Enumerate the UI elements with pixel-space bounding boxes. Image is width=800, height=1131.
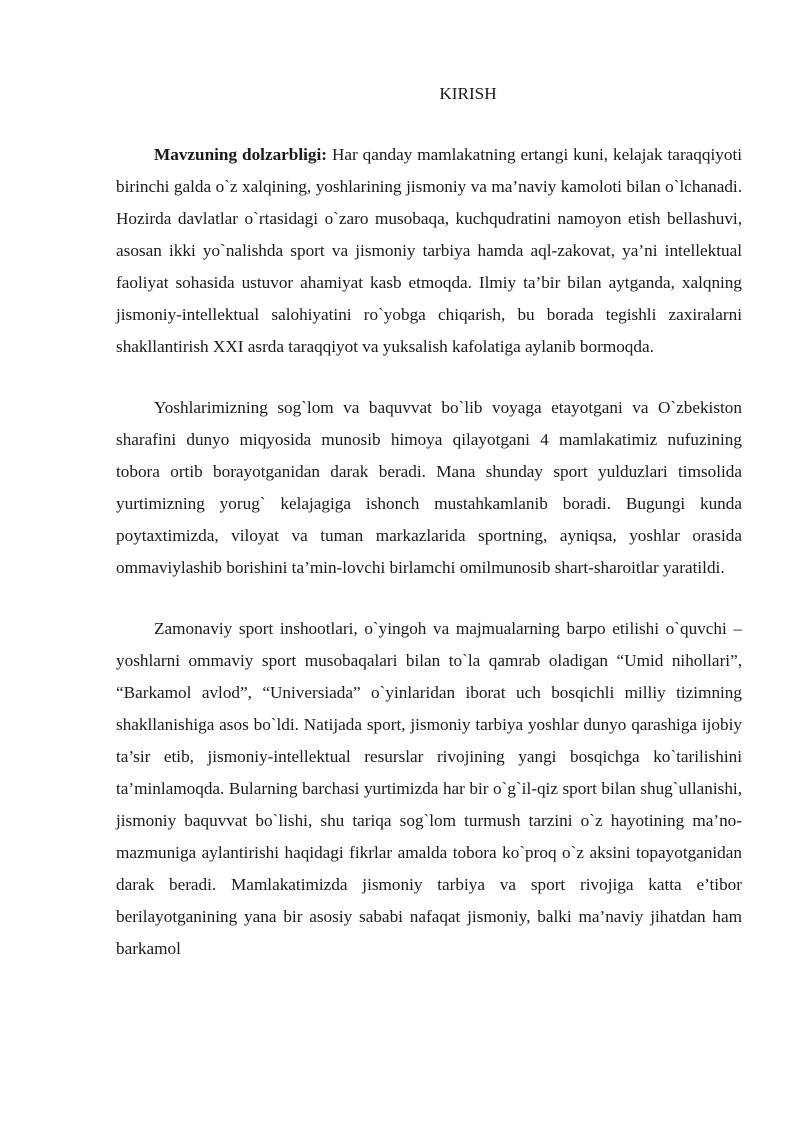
paragraph-sport-facilities	[116, 613, 742, 965]
page-title: KIRISH	[439, 84, 497, 103]
paragraph-lead: Mavzuning dolzarbligi:	[154, 145, 328, 164]
paragraph-text: Zamonaviy sport inshootlari, o`yingoh va majmualarning barpo etilishi o`quvchi – yoshlarni ommaviy sport musobaqalari bilan to`la qamrab oladigan “Umid nihollari”, “Barkamol avlod”, “Universiada” o`yinlaridan iborat uch bosqichli milliy tizimning shakllanishiga asos bo`ldi. Natijada sport, jismoniy tarbiya yoshlar dunyo qarashiga ijobiy ta’sir etib, jismoniy-intellektual resurslar rivojining yangi bosqichga ko`tarilishini ta’minlamoqda. Bularning barchasi yurtimizda har bir o`g`il-qiz sport bilan shug`ullanishi, jismoniy baquvvat bo`lishi, shu tariqa sog`lom turmush tarzini o`z hayotining ma’no-mazmuniga aylantirishi haqidagi fikrlar amalda tobora ko`proq o`z aksini topayotganidan darak beradi. Mamlakatimizda jismoniy tarbiya va sport rivojiga katta e’tibor berilayotganining yana bir asosiy sababi nafaqat jismoniy, balki ma’naviy jihatdan ham barkamol	[116, 619, 742, 958]
document-page	[116, 0, 742, 965]
paragraph-relevance	[116, 139, 742, 363]
paragraph-text: Yoshlarimizning sog`lom va baquvvat bo`lib voyaga etayotgani va O`zbekiston sharafini dunyo miqyosida munosib himoya qilayotgani 4 mamlakatimiz nufuzining tobora ortib borayotganidan darak beradi. Mana shunday sport yulduzlari timsolida yurtimizning yorug` kelajagiga ishonch mustahkamlanib boradi. Bugungi kunda poytaxtimizda, viloyat va tuman markazlarida sportning, ayniqsa, yoshlar orasida ommaviylashib borishini ta’min-lovchi birlamchi omilmunosib shart-sharoitlar yaratildi.	[116, 398, 742, 577]
paragraph-text: Har qanday mamlakatning ertangi kuni, kelajak taraqqiyoti birinchi galda o`z xalqining, yoshlarining jismoniy va ma’naviy kamoloti bilan o`lchanadi. Hozirda davlatlar o`rtasidagi o`zaro musobaqa, kuchqudratini namoyon etish bellashuvi, asosan ikki yo`nalishda sport va jismoniy tarbiya hamda aql-zakovat, ya’ni intellektual faoliyat sohasida ustuvor ahamiyat kasb etmoqda. Ilmiy ta’bir bilan aytganda, xalqning jismoniy-intellektual salohiyatini ro`yobga chiqarish, bu borada tegishli zaxiralarni shakllantirish XXI asrda taraqqiyot va yuksalish kafolatiga aylanib bormoqda.	[116, 145, 742, 356]
paragraph-youth	[116, 392, 742, 584]
